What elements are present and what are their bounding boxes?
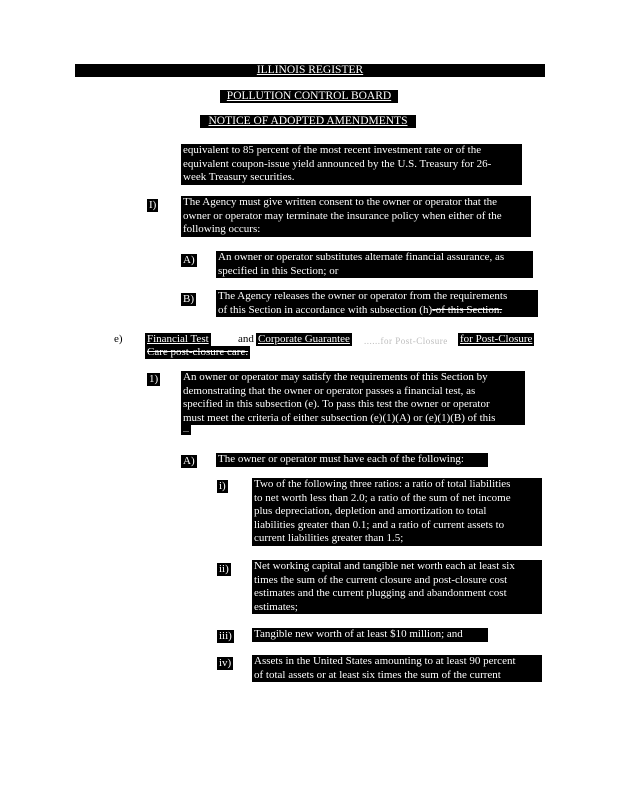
- register-title: ILLINOIS REGISTER: [256, 64, 364, 76]
- item-label-I-B: B): [183, 293, 194, 305]
- item-e-1-tail: ...: [183, 425, 189, 434]
- item-label-ii: ii): [219, 563, 229, 575]
- item-I-B-struck-text: -of this Section.: [432, 303, 503, 316]
- heading-corporate-guarantee: Corporate Guarantee: [258, 333, 350, 345]
- item-label-I: I): [149, 199, 157, 211]
- item-label-iv: iv): [219, 657, 232, 669]
- heading-financial-test: Financial Test: [147, 333, 209, 345]
- board-title: POLLUTION CONTROL BOARD: [220, 90, 398, 103]
- item-iv-paragraph: Assets in the United States amounting to at least 90 percent of total assets or at least six times the sum of the current: [252, 655, 542, 682]
- item-label-iii: iii): [219, 630, 232, 642]
- register-header-bar: [75, 64, 545, 77]
- item-label-e: e): [114, 333, 123, 345]
- item-e-1-paragraph: An owner or operator may satisfy the requirements of this Section by demonstrating that the owner or operator passes a financial test, as specified in this subsection (e). To pass this test the owner or operator must meet the criteria of either subsection (e)(1)(A) or (e)(1)(B) of this: [181, 371, 525, 425]
- item-I-paragraph: The Agency must give written consent to the owner or operator that the owner or operator may terminate the insurance policy when either of the following occurs:: [181, 196, 531, 237]
- notice-title: NOTICE OF ADOPTED AMENDMENTS: [200, 115, 416, 128]
- item-label-e-1: 1): [149, 373, 159, 385]
- heading-faint-text: ......for Post-Closure: [364, 336, 448, 346]
- heading-struck-text: Care post-closure care.: [147, 346, 249, 358]
- item-iii-paragraph: Tangible new worth of at least $10 million; and: [252, 628, 488, 642]
- heading-and: and: [238, 333, 254, 345]
- heading-post-closure: for Post-Closure: [460, 333, 533, 345]
- item-label-i: i): [219, 480, 226, 492]
- item-I-A-paragraph: An owner or operator substitutes alternate financial assurance, as specified in this Section; or: [216, 251, 533, 278]
- item-ii-paragraph: Net working capital and tangible net worth each at least six times the sum of the current closure and post-closure cost estimates and the current plugging and abandonment cost estimates;: [252, 560, 542, 614]
- item-label-I-A: A): [183, 254, 195, 266]
- item-I-B-text: The Agency releases the owner or operator from the requirements of this Section in accordance with subsection (h): [218, 290, 508, 316]
- item-label-e-1-A: A): [183, 455, 195, 467]
- item-e-1-A-paragraph: The owner or operator must have each of the following:: [216, 453, 488, 467]
- continuation-paragraph: equivalent to 85 percent of the most recent investment rate or of the equivalent coupon-issue yield announced by the U.S. Treasury for 26- week Treasury securities.: [181, 144, 522, 185]
- item-i-paragraph: Two of the following three ratios: a ratio of total liabilities to net worth less than 2.0; a ratio of the sum of net income plus depreciation, depletion and amortization to total liabilities greater than 0.1; and a ratio of current assets to current liabilities greater than 1.5;: [252, 478, 542, 546]
- item-I-B-paragraph: [216, 290, 538, 317]
